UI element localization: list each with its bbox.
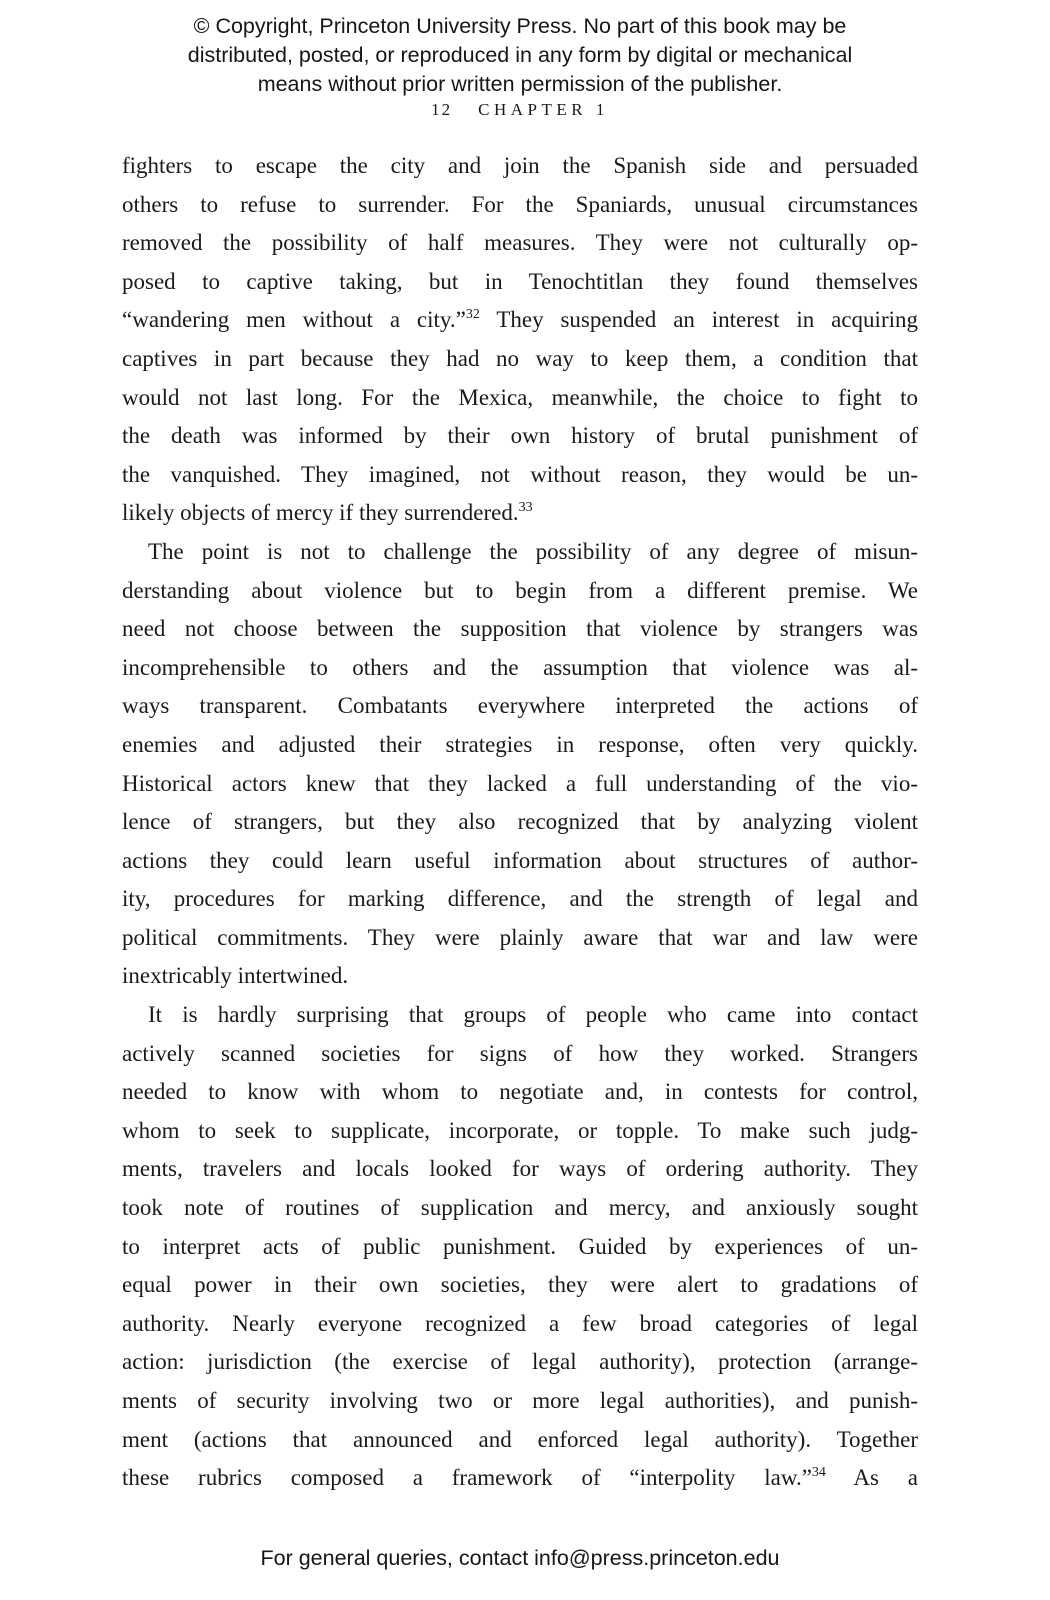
text-line: took note of routines of supplication and mercy, and anxiously sought	[122, 1195, 918, 1221]
running-head	[122, 100, 918, 120]
text-line: Historical actors knew that they lacked a full understanding of the vio-	[122, 770, 918, 796]
copyright-line-1: © Copyright, Princeton University Press. No part of this book may be	[193, 14, 847, 38]
text-line: inextricably intertwined.	[122, 963, 349, 989]
copyright-line-3: means without prior written permission of the publisher.	[257, 72, 783, 96]
footnote-reference: 33	[518, 500, 533, 516]
text-line: needed to know with whom to negotiate and, in contests for control,	[122, 1079, 918, 1105]
copyright-line-2: distributed, posted, or reproduced in any form by digital or mechanical	[187, 43, 853, 67]
text-line: would not last long. For the Mexica, meanwhile, the choice to fight to	[122, 384, 918, 410]
page-number: 12	[431, 100, 453, 119]
text-line: whom to seek to supplicate, incorporate, or topple. To make such judg-	[122, 1117, 918, 1143]
text-line: “wandering men without a city.”$^{32}$ They suspended an interest in acquiring	[122, 307, 918, 333]
footer-queries-line: For general queries, contact info@press.princeton.edu	[260, 1546, 780, 1570]
text-line: need not choose between the supposition that violence by strangers was	[122, 616, 918, 642]
text-line: fighters to escape the city and join the Spanish side and persuaded	[122, 153, 918, 178]
text-line: ment (actions that announced and enforced legal authority). Together	[122, 1426, 918, 1452]
text-line: The point is not to challenge the possibility of any degree of misun-	[148, 538, 918, 564]
text-line: removed the possibility of half measures. They were not culturally op-	[122, 230, 918, 256]
text-line: ways transparent. Combatants everywhere interpreted the actions of	[122, 693, 918, 719]
text-line: incomprehensible to others and the assumption that violence was al-	[122, 654, 918, 680]
text-line: equal power in their own societies, they were alert to gradations of	[122, 1272, 918, 1298]
text-line: posed to captive taking, but in Tenochtitlan they found themselves	[122, 268, 918, 294]
text-line: It is hardly surprising that groups of people who came into contact	[148, 1002, 918, 1028]
text-line: derstanding about violence but to begin from a different premise. We	[122, 577, 918, 603]
text-line: these rubrics composed a framework of “interpolity law.”$^{34}$ As a	[122, 1465, 918, 1491]
text-line: political commitments. They were plainly aware that war and law were	[122, 924, 918, 950]
text-line: actively scanned societies for signs of how they worked. Strangers	[122, 1040, 918, 1066]
text-line: others to refuse to surrender. For the Spaniards, unusual circumstances	[122, 191, 918, 217]
copyright-notice	[122, 12, 918, 99]
text-line: to interpret acts of public punishment. Guided by experiences of un-	[122, 1233, 918, 1259]
chapter-label: CHAPTER 1	[478, 100, 609, 119]
text-line: enemies and adjusted their strategies in response, often very quickly.	[122, 731, 918, 757]
text-line: ments of security involving two or more legal authorities), and punish-	[122, 1388, 918, 1413]
footnote-reference: 34	[811, 1465, 826, 1481]
text-line: ments, travelers and locals looked for ways of ordering authority. They	[122, 1156, 918, 1182]
body-text	[122, 147, 918, 1498]
text-line: ity, procedures for marking difference, and the strength of legal and	[122, 886, 918, 912]
text-line: the death was informed by their own history of brutal punishment of	[122, 423, 918, 449]
text-line: captives in part because they had no way to keep them, a condition that	[122, 345, 918, 371]
text-line: lence of strangers, but they also recognized that by analyzing violent	[122, 809, 918, 835]
text-line: the vanquished. They imagined, not without reason, they would be un-	[122, 461, 918, 487]
text-line: authority. Nearly everyone recognized a few broad categories of legal	[122, 1310, 918, 1336]
text-line: action: jurisdiction (the exercise of legal authority), protection (arrange-	[122, 1349, 918, 1375]
text-line: actions they could learn useful information about structures of author-	[122, 847, 918, 873]
footnote-reference: 32	[465, 307, 480, 323]
text-line: likely objects of mercy if they surrendered.$^{33}$	[122, 500, 533, 526]
